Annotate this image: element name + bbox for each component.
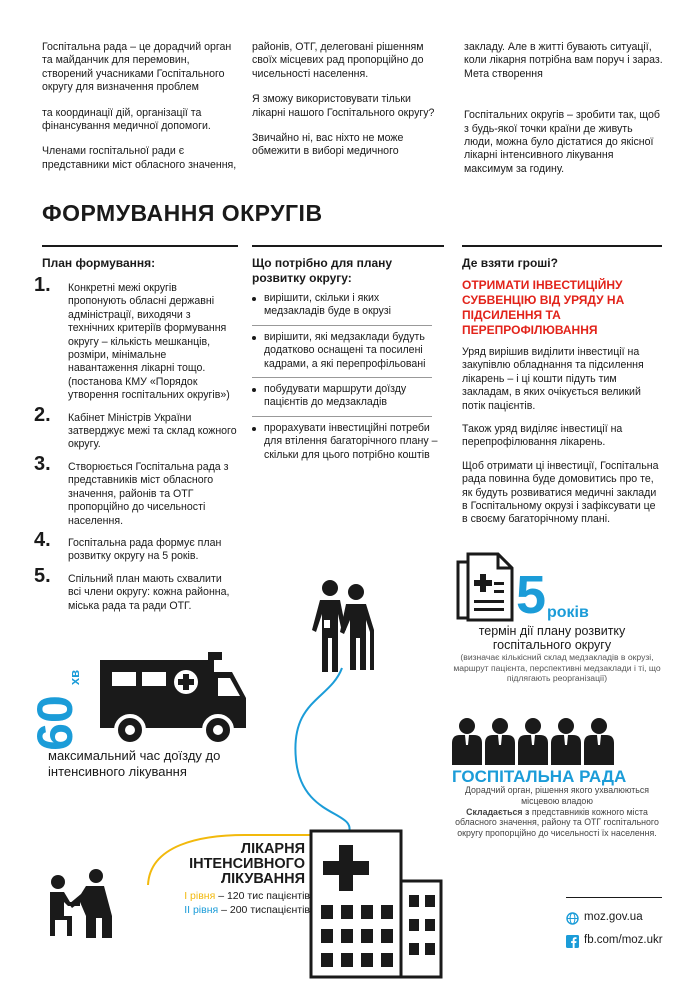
council-composition-bold: Складається з [466, 806, 530, 817]
council-title: ГОСПІТАЛЬНА РАДА [452, 767, 627, 786]
intro-text: Членами госпітальної ради є представники міст обласного значення, [42, 145, 237, 171]
intro-text: Госпітальних округів – зробити так, щоб з будь-якої точки країни де живуть люди, можна було дістатися до якісної лікарні інтенсивного лікування максимум за годину. [464, 109, 660, 175]
needs-item-text: побудувати маршрути доїзду пацієнтів до медзакладів [264, 383, 407, 409]
hospital-level-2 [150, 903, 310, 917]
plan-item-number: 4. [34, 528, 51, 551]
level-1-label: І рівня [184, 890, 216, 902]
intro-text: Звичайно ні, вас ніхто не може обмежити в виборі медичного [252, 132, 404, 158]
section-title: ФОРМУВАННЯ ОКРУГІВ [42, 200, 323, 226]
money-paragraph: Щоб отримати ці інвестиції, Госпітальна рада повинна буде домовитись про те, як будуть розвиватися медичні заклади в Госпітальному окрузі і зафіксувати це в своєму багаторічному плані. [462, 459, 659, 526]
hospital-title-line: ЛІКАРНЯ [240, 841, 305, 857]
elderly-people-icon [298, 580, 388, 672]
intro-text: закладу. Але в житті бувають ситуації, коли лікарня потрібна вам поруч і зараз. Мета створення [464, 41, 663, 80]
council-desc-text: Дорадчий орган, рішення якого ухвалюються місцевою владою [464, 785, 649, 806]
needs-heading: Що потрібно для плану розвитку округу: [252, 256, 393, 285]
document-icon [454, 552, 518, 624]
hospital-title [150, 842, 305, 887]
needs-item-text: вирішити, які медзаклади будуть додатково оснащені та посилені кадрами, а які перепрофільовані [264, 330, 426, 370]
plan-heading: План формування: [42, 256, 156, 270]
minutes-number: 60 [27, 695, 83, 751]
plan-item-number: 5. [34, 564, 51, 587]
ambulance-icon [100, 652, 250, 748]
level-2-label: ІІ рівня [184, 904, 219, 916]
hospital-building-icon [309, 829, 444, 981]
intro-question: Я зможу використовувати тільки лікарні нашого Госпітального округу? [252, 93, 435, 119]
years-number: 5 [516, 565, 547, 625]
needs-item-text: прорахувати інвестиційні потреби для втілення багаторічного плану – скільки для цього потрібно коштів [264, 421, 438, 461]
level-2-value: – 200 тиспацієнтів [221, 904, 310, 916]
minutes-caption: максимальний час доїзду до інтенсивного лікування [48, 748, 221, 779]
money-paragraph: Уряд вирішив виділити інвестиції на закупівлю обладнання та підсилення лікарень – і ці кошти підуть тим закладам, в яких очікується великий потік пацієнтів. [462, 346, 644, 412]
money-paragraph: Також уряд виділяє інвестиції на перепрофілювання лікарень. [462, 423, 623, 449]
plan-item-number: 3. [34, 452, 51, 475]
plan-item-text: Госпітальна рада формує план розвитку округу на 5 років. [68, 536, 222, 563]
plan-item-text: Конкретні межі округів пропонують обласні державні адміністрації, виходячи з технічних критеріїв формування округу – кількість мешканців, розміри, мінімальне навантаження лікарні тощо. (постанова КМУ «Порядок утворення госпітальних округів») [68, 282, 230, 402]
website-link[interactable]: moz.gov.ua [584, 911, 643, 923]
intro-text: та координації дій, організації та фінансування медичної допомоги. [42, 106, 211, 133]
hospital-level-1 [150, 889, 310, 903]
money-heading: Де взяти гроші? [462, 256, 558, 270]
doctor-patient-icon [44, 868, 120, 938]
needs-item-text: вирішити, скільки і яких медзакладів буде в окрузі [264, 292, 391, 318]
hospital-title-line: ІНТЕНСИВНОГО [189, 856, 305, 872]
years-note: (визначає кількісний склад медзакладів в окрузі, маршрут пацієнта, перспективні медзаклади і ті, що підлягають реорганізації) [453, 652, 661, 684]
council-description [452, 785, 662, 839]
years-caption: термін дії плану розвитку госпітального округу [478, 624, 626, 652]
money-highlight: ОТРИМАТИ ІНВЕСТИЦІЙНУ СУБВЕНЦІЮ ВІД УРЯДУ НА ПІДСИЛЕННЯ ТА ПЕРЕПРОФІЛЮВАННЯ [462, 278, 625, 337]
council-composition-text: представників кожного міста обласного значення, району та ОТГ госпітального округу пропорційно до чисельності їх населення. [455, 806, 659, 839]
facebook-link[interactable]: fb.com/moz.ukr [584, 934, 663, 946]
globe-icon [566, 912, 579, 925]
level-1-value: – 120 тис пацієнтів [218, 890, 310, 902]
council-people-icon [452, 717, 614, 765]
route-line-blue [295, 668, 349, 835]
minutes-unit: хв [67, 669, 83, 686]
plan-item-text: Кабінет Міністрів України затверджує межі та склад кожного округу. [68, 411, 237, 451]
years-unit: років [547, 604, 589, 621]
plan-item-number: 1. [34, 274, 51, 296]
plan-item-number: 2. [34, 403, 51, 426]
footer-rule [566, 897, 662, 898]
council-composition [452, 807, 662, 839]
intro-text: Госпітальна рада – це дорадчий орган та майданчик для перемовин, створений учасниками Госпітального округу для визначення проблем [42, 41, 232, 94]
facebook-icon [566, 935, 579, 948]
intro-text: районів, ОТГ, делеговані рішенням своїх місцевих рад пропорційно до чисельності населення. [252, 41, 424, 80]
plan-item-text: Створюється Госпітальна рада з представників міст обласного значення, районів та ОТГ пропорційно до чисельності населення. [68, 460, 229, 527]
hospital-levels [150, 889, 310, 917]
hospital-title-line: ЛІКУВАННЯ [220, 871, 305, 887]
plan-item-text: Спільний план мають схвалити всі члени округу: кожна районна, міська рада та ради ОТГ. [68, 572, 230, 612]
